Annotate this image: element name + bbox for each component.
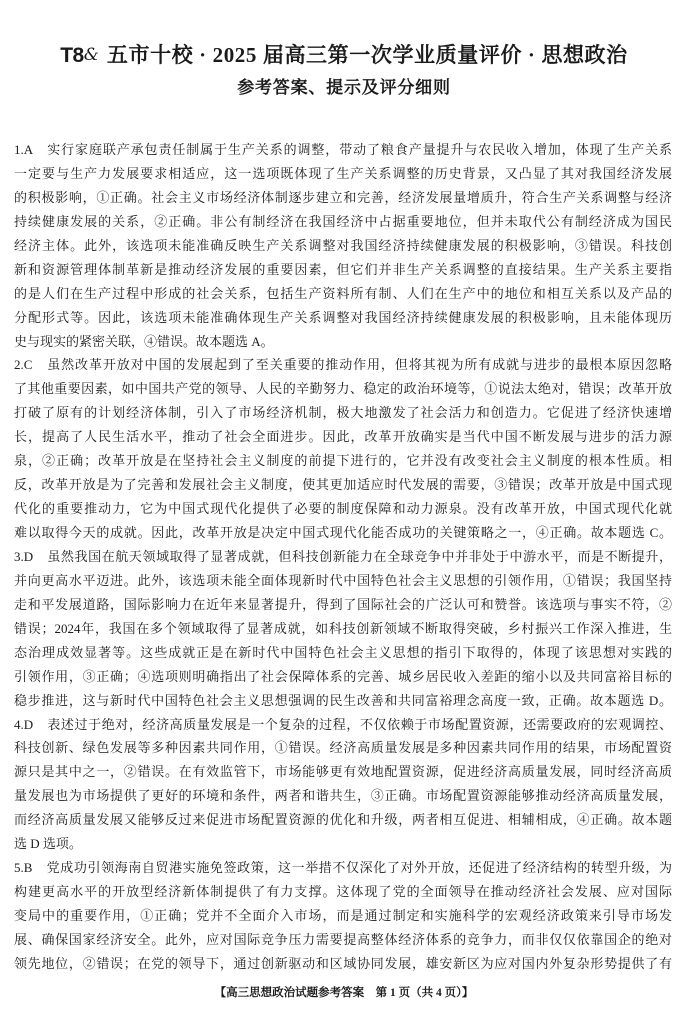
page-title [0, 40, 688, 70]
answer-line: 持续健康发展的关系，②正确。非公有制经济在我国经济中占据重要地位，但并未取代公有制经济成为国民 [14, 213, 672, 229]
answer-line: 打破了原有的计划经济体制，引入了市场经济机制，极大地激发了社会活力和创造力。它促进了经济快速增 [14, 405, 672, 421]
answer-line: 的是人们在生产过程中形成的社会关系，包括生产资料所有制、人们在生产中的地位和相互关系以及产品的 [14, 285, 672, 301]
answer-line: 3.D 虽然我国在航天领域取得了显著成就，但科技创新能力在全球竞争中并非处于中游水平，而是不断提升， [14, 548, 672, 564]
answer-line: 选 D 选项。 [14, 836, 82, 852]
answer-line: 分配形式等。因此，该选项未能准确体现生产关系调整对我国经济持续健康发展的积极影响，且未能体现历 [14, 309, 672, 325]
answer-item-3 [14, 545, 672, 713]
answer-line: 泉，②正确；改革开放是在坚持社会主义制度的前提下进行的，它并没有改变社会主义制度的根本性质。相 [14, 453, 672, 469]
answer-line: 了其他重要因素，如中国共产党的领导、人民的辛勤努力、稳定的政治环境等，①说法太绝对，错误；改革开放 [14, 381, 672, 397]
answer-line: 稳步推进，这与新时代中国特色社会主义思想强调的民生改善和共同富裕理念高度一致，正确。故本题选 D。 [14, 692, 672, 708]
answer-line: 走和平发展道路，国际影响力在近年来显著提升，得到了国际社会的广泛认可和赞誉。该选项与事实不符，② [14, 596, 672, 612]
answer-item-5 [14, 856, 672, 976]
answer-line: 新和资源管理体制革新是推动经济发展的重要因素，但它们并非生产关系调整的直接结果。生产关系主要指 [14, 261, 672, 277]
answer-line: 一定要与生产力发展要求相适应，这一选项既体现了生产关系调整的历史背景，又凸显了其对我国经济发展 [14, 165, 672, 181]
answer-line: 量发展也为市场提供了更好的环境和条件，两者和谐共生，③正确。市场配置资源能够推动经济高质量发展， [14, 788, 672, 804]
answer-line: 并向更高水平迈进。此外，该选项未能全面体现新时代中国特色社会主义思想的引领作用，①错误；我国坚持 [14, 572, 672, 588]
answer-line: 4.D 表述过于绝对，经济高质量发展是一个复杂的过程，不仅依赖于市场配置资源，还需要政府的宏观调控、 [14, 716, 672, 732]
answer-line: 代化的重要推动力，它为中国式现代化提供了必要的制度保障和动力源泉。没有改革开放，中国式现代化就 [14, 501, 672, 517]
answer-line: 1.A 实行家庭联产承包责任制属于生产关系的调整，带动了粮食产量提升与农民收入增加，体现了生产关系 [14, 142, 672, 157]
answer-line: 源只是其中之一，②错误。在有效监管下，市场能够更有效地配置资源，促进经济高质量发展，同时经济高质 [14, 764, 672, 780]
answer-line: 而经济高质量发展又能够反过来促进市场配置资源的优化和升级，两者相互促进、相辅相成，④正确。故本题 [14, 812, 672, 828]
answer-line: 科技创新、绿色发展等多种因素共同作用，①错误。经济高质量发展是多种因素共同作用的结果，市场配置资 [14, 740, 672, 756]
answer-line: 史与现实的紧密关联，④错误。故本题选 A。 [14, 333, 274, 349]
answer-line: 态治理成效显著等。这些成就正是在新时代中国特色社会主义思想的指引下取得的，体现了该思想对实践的 [14, 644, 672, 660]
answer-line: 引领作用，③正确；④选项则明确指出了社会保障体系的完善、城乡居民收入差距的缩小以及共同富裕目标的 [14, 668, 672, 684]
answer-line: 变局中的重要作用，①正确；党并不全面介入市场，而是通过制定和实施科学的宏观经济政策来引导市场发 [14, 908, 672, 923]
answer-line: 长，提高了人民生活水平，推动了社会全面进步。因此，改革开放确实是当代中国不断发展与进步的活力源 [14, 429, 672, 445]
answer-line: 领先地位，②错误；在党的领导下，通过创新驱动和区域协同发展，雄安新区为应对国内外复杂形势提供了有 [14, 955, 672, 971]
answer-line: 展、确保国家经济安全。此外，应对国际竞争压力需要提高整体经济体系的竞争力，而非仅仅依靠国企的绝对 [14, 931, 672, 947]
exam-logo: T8 [60, 44, 84, 67]
answer-item-4 [14, 713, 672, 857]
answer-line: 5.B 党成功引领海南自贸港实施免签政策，这一举措不仅深化了对外开放，还促进了经济结构的转型升级，为 [14, 860, 672, 876]
answer-line: 经济主体。此外，该选项未能准确反映生产关系调整对我国经济持续健康发展的积极影响，③错误。科技创 [14, 237, 672, 253]
answer-list [14, 138, 672, 976]
answer-line: 2.C 虽然改革开放对中国的发展起到了至关重要的推动作用，但将其视为所有成就与进步的最根本原因忽略 [14, 357, 672, 373]
answer-line: 错误；2024年，我国在多个领域取得了显著成就，如科技创新领域不断取得突破，乡村振兴工作深入推进，生 [14, 620, 672, 636]
answer-item-2 [14, 353, 672, 545]
answer-line: 反，改革开放是为了完善和发展社会主义制度，使其更加适应时代发展的需要，③错误；改革开放是中国式现 [14, 477, 672, 493]
answer-item-1 [14, 138, 672, 353]
page-footer: 【高三思想政治试题参考答案 第 1 页（共 4 页）】 [214, 987, 474, 999]
title-text: 五市十校 · 2025 届高三第一次学业质量评价 · 思想政治 [106, 43, 628, 67]
answer-line: 构建更高水平的开放型经济新体制提供了有力支撑。这体现了党的全面领导在推动经济社会发展、应对国际 [14, 884, 672, 900]
logo-mark: & [83, 45, 99, 65]
answer-line: 的积极影响，①正确。社会主义市场经济体制逐步建立和完善，经济发展量增质升，符合生产关系调整与经济 [14, 189, 672, 205]
answer-line: 难以取得今天的成就。因此，改革开放是决定中国式现代化能否成功的关键策略之一，④正确。故本题选 C。 [14, 525, 672, 540]
page-subtitle: 参考答案、提示及评分细则 [237, 78, 451, 97]
